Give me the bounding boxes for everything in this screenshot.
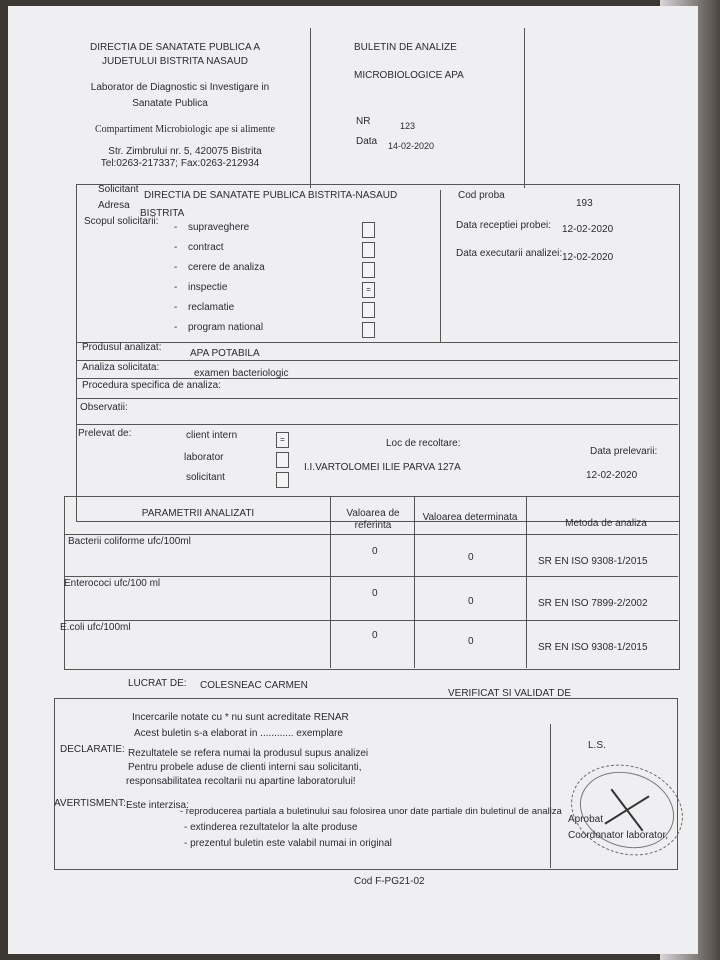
observatii-label: Observatii: — [80, 402, 128, 413]
result-det-0: 0 — [468, 552, 474, 563]
results-header-param: PARAMETRII ANALIZATI — [141, 508, 255, 519]
avertisment-intro: Este interzisa: — [126, 800, 189, 811]
scope-dash-4: - — [174, 282, 178, 293]
prelevat-label: Prelevat de: — [78, 428, 132, 439]
result-method-2: SR EN ISO 9308-1/2015 — [538, 642, 648, 653]
data-receptiei-value: 12-02-2020 — [562, 224, 614, 235]
row-line-procedura — [76, 378, 678, 379]
lab-line1: Laborator de Diagnostic si Investigare in — [90, 82, 270, 93]
phone-fax: Tel:0263-217337; Fax:0263-212934 — [100, 158, 260, 169]
scope-checkbox-reclamatie[interactable] — [362, 302, 375, 318]
data-prelevarii-label: Data prelevarii: — [590, 446, 658, 457]
scope-checkbox-contract[interactable] — [362, 242, 375, 258]
loc-recoltare-value: I.I.VARTOLOMEI ILIE PARVA 127A — [304, 462, 461, 473]
scope-dash-5: - — [174, 302, 178, 313]
results-col-line-2 — [414, 496, 415, 668]
result-ref-2: 0 — [372, 630, 378, 641]
date-value: 14-02-2020 — [388, 141, 435, 151]
avertisment-line-2: - extinderea rezultatelor la alte produse — [184, 822, 358, 833]
avertisment-label: AVERTISMENT: — [54, 798, 126, 809]
prelevat-checkbox-laborator[interactable] — [276, 452, 289, 468]
produs-label: Produsul analizat: — [82, 342, 162, 353]
cod-proba-value: 193 — [576, 198, 593, 209]
results-header-ref: Valoarea de referinta — [346, 508, 400, 531]
scope-checkbox-supraveghere[interactable] — [362, 222, 375, 238]
results-row-line-1 — [64, 576, 678, 577]
nr-label: NR — [356, 116, 371, 127]
scope-checkbox-program[interactable] — [362, 322, 375, 338]
analiza-value: examen bacteriologic — [194, 368, 289, 379]
lab-line2: Sanatate Publica — [132, 98, 208, 109]
prelevat-option-laborator: laborator — [184, 452, 224, 463]
lucrat-label: LUCRAT DE: — [128, 678, 187, 689]
row-line-analiza — [76, 360, 678, 361]
result-param-0: Bacterii coliforme ufc/100ml — [68, 536, 191, 547]
procedura-label: Procedura specifica de analiza: — [82, 380, 221, 391]
results-header-line — [64, 534, 678, 535]
result-param-1: Enterococi ufc/100 ml — [64, 578, 161, 589]
declaratie-line-2: Pentru probele aduse de clienti interni sau solicitanti, — [128, 762, 362, 773]
aprobat-label: Aprobat — [568, 814, 604, 825]
scope-dash-6: - — [174, 322, 178, 333]
prelevat-option-client: client intern — [186, 430, 238, 441]
scope-checkbox-cerere[interactable] — [362, 262, 375, 278]
row-line-observatii — [76, 398, 678, 399]
form-code: Cod F-PG21-02 — [354, 876, 425, 887]
nr-value: 123 — [400, 121, 416, 131]
bulletin-subtitle: MICROBIOLOGICE APA — [354, 70, 464, 81]
loc-recoltare-label: Loc de recoltare: — [386, 438, 461, 449]
scope-item-inspectie: inspectie — [188, 282, 228, 293]
analiza-label: Analiza solicitata: — [82, 362, 160, 373]
adresa-label: Adresa — [98, 200, 130, 211]
result-det-2: 0 — [468, 636, 474, 647]
address: Str. Zimbrului nr. 5, 420075 Bistrita — [108, 146, 262, 157]
request-divider — [440, 190, 441, 342]
verificat-label: VERIFICAT SI VALIDAT DE — [448, 688, 571, 699]
scope-checkbox-inspectie[interactable]: = — [362, 282, 375, 298]
scope-item-supraveghere: supraveghere — [188, 222, 250, 233]
row-line-produs — [76, 342, 678, 343]
row-line-prelevat — [76, 424, 678, 425]
note-exemplare: Acest buletin s-a elaborat in ............ exemplare — [134, 728, 343, 739]
bulletin-title: BULETIN DE ANALIZE — [354, 42, 457, 53]
scope-item-reclamatie: reclamatie — [188, 302, 235, 313]
cod-proba-label: Cod proba — [458, 190, 505, 201]
scope-dash-2: - — [174, 242, 178, 253]
institution-line1: DIRECTIA DE SANATATE PUBLICA A — [89, 42, 261, 53]
scope-item-cerere: cerere de analiza — [188, 262, 265, 273]
data-executarii-label: Data executarii analizei: — [456, 248, 563, 259]
result-method-1: SR EN ISO 7899-2/2002 — [538, 598, 648, 609]
solicitant-label: Solicitant — [98, 184, 139, 195]
result-ref-1: 0 — [372, 588, 378, 599]
avertisment-line-1: - reproducerea partiala a buletinului sau folosirea unor date partiale din buletinul de analiza — [180, 806, 562, 817]
results-row-line-2 — [64, 620, 678, 621]
institution-line2: JUDETULUI BISTRITA NASAUD — [102, 56, 248, 67]
header-divider-1 — [310, 28, 311, 188]
results-header-method: Metoda de analiza — [565, 518, 647, 529]
declaratie-line-1: Rezultatele se refera numai la produsul supus analizei — [128, 748, 369, 759]
result-det-1: 0 — [468, 596, 474, 607]
result-ref-0: 0 — [372, 546, 378, 557]
lucrat-value: COLESNEAC CARMEN — [200, 680, 308, 691]
data-receptiei-label: Data receptiei probei: — [456, 220, 552, 231]
note-renar: Incercarile notate cu * nu sunt acreditate RENAR — [132, 712, 349, 723]
data-executarii-value: 12-02-2020 — [562, 252, 614, 263]
produs-value: APA POTABILA — [190, 348, 260, 359]
scope-dash-3: - — [174, 262, 178, 273]
result-param-2: E.coli ufc/100ml — [60, 622, 131, 633]
avertisment-line-3: - prezentul buletin este valabil numai in original — [184, 838, 392, 849]
date-label: Data — [356, 136, 378, 147]
coordonator-label: Coordonator laborator, — [568, 830, 669, 841]
declaratie-line-3: responsabilitatea recoltarii nu apartine laboratorului! — [126, 776, 356, 787]
results-header-det: Valoarea determinata — [422, 512, 518, 523]
scope-item-contract: contract — [188, 242, 224, 253]
results-col-line-3 — [526, 496, 527, 668]
adresa-value: BISTRITA — [140, 208, 185, 219]
ls-label: L.S. — [588, 740, 606, 751]
prelevat-checkbox-solicitant[interactable] — [276, 472, 289, 488]
data-prelevarii-value: 12-02-2020 — [586, 470, 638, 481]
declaratie-label: DECLARATIE: — [60, 744, 125, 755]
header-divider-2 — [524, 28, 525, 188]
prelevat-checkbox-client[interactable]: = — [276, 432, 289, 448]
compartment: Compartiment Microbiologic ape si alimente — [95, 124, 275, 135]
result-method-0: SR EN ISO 9308-1/2015 — [538, 556, 648, 567]
results-col-line-1 — [330, 496, 331, 668]
analysis-bulletin-document — [8, 6, 698, 954]
solicitant-value: DIRECTIA DE SANATATE PUBLICA BISTRITA-NASAUD — [144, 190, 398, 201]
prelevat-option-solicitant: solicitant — [186, 472, 225, 483]
scope-label: Scopul solicitarii: — [84, 216, 159, 227]
notes-divider — [550, 724, 551, 868]
scope-item-program: program national — [188, 322, 264, 333]
scope-dash-1: - — [174, 222, 178, 233]
